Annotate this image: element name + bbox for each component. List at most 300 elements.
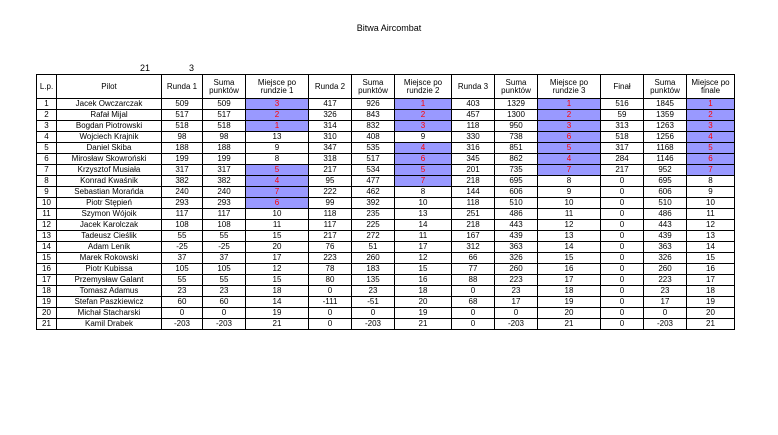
round-1-total: 517 <box>203 110 246 121</box>
round-1-place: 20 <box>246 242 309 253</box>
round-2-place: 14 <box>395 220 452 231</box>
round-2-place: 15 <box>395 264 452 275</box>
round-1-total: 188 <box>203 143 246 154</box>
round-2-total: 462 <box>352 187 395 198</box>
round-1-total: 55 <box>203 275 246 286</box>
round-1-score: -25 <box>162 242 203 253</box>
round-1-score: 518 <box>162 121 203 132</box>
round-3-score: 167 <box>452 231 495 242</box>
round-3-place: 8 <box>538 176 601 187</box>
table-row <box>37 264 735 275</box>
final-place: 13 <box>687 231 735 242</box>
round-2-score: 217 <box>309 165 352 176</box>
round-3-place: 3 <box>538 121 601 132</box>
final-score: 284 <box>601 154 644 165</box>
round-2-score: 95 <box>309 176 352 187</box>
row-number: 13 <box>37 231 57 242</box>
final-place: 6 <box>687 154 735 165</box>
final-score: 0 <box>601 275 644 286</box>
round-2-score: 318 <box>309 154 352 165</box>
col-header-miejsce-3: Miejsce po rundzie 3 <box>538 75 601 99</box>
round-3-score: 0 <box>452 308 495 319</box>
round-1-total: 293 <box>203 198 246 209</box>
round-3-score: 316 <box>452 143 495 154</box>
final-score: 0 <box>601 187 644 198</box>
col-header-miejsce-final: Miejsce po finale <box>687 75 735 99</box>
round-3-place: 20 <box>538 308 601 319</box>
final-score: 0 <box>601 198 644 209</box>
round-1-place: 12 <box>246 264 309 275</box>
pilot-name: Michał Stacharski <box>57 308 162 319</box>
round-2-place: 12 <box>395 253 452 264</box>
final-place: 15 <box>687 253 735 264</box>
round-3-total: 950 <box>495 121 538 132</box>
round-3-score: 77 <box>452 264 495 275</box>
col-header-runda-3: Runda 3 <box>452 75 495 99</box>
final-total: 1146 <box>644 154 687 165</box>
round-3-total: 510 <box>495 198 538 209</box>
pilot-name: Rafał Mijal <box>57 110 162 121</box>
round-3-score: 251 <box>452 209 495 220</box>
final-total: 1845 <box>644 99 687 110</box>
table-row <box>37 143 735 154</box>
final-place: 8 <box>687 176 735 187</box>
row-number: 5 <box>37 143 57 154</box>
round-1-score: 293 <box>162 198 203 209</box>
pilot-name: Adam Lenik <box>57 242 162 253</box>
round-2-score: 223 <box>309 253 352 264</box>
round-2-score: -111 <box>309 297 352 308</box>
col-header-runda-1: Runda 1 <box>162 75 203 99</box>
table-row <box>37 308 735 319</box>
final-total: 326 <box>644 253 687 264</box>
round-3-total: 17 <box>495 297 538 308</box>
round-2-total: 535 <box>352 143 395 154</box>
final-place: 7 <box>687 165 735 176</box>
pilot-name: Piotr Kubissa <box>57 264 162 275</box>
round-2-place: 9 <box>395 132 452 143</box>
row-number: 7 <box>37 165 57 176</box>
col-header-suma-final: Suma punktów <box>644 75 687 99</box>
round-3-place: 15 <box>538 253 601 264</box>
round-3-score: 0 <box>452 319 495 330</box>
final-score: 217 <box>601 165 644 176</box>
round-1-total: 105 <box>203 264 246 275</box>
final-total: 606 <box>644 187 687 198</box>
round-1-place: 9 <box>246 143 309 154</box>
round-1-score: 317 <box>162 165 203 176</box>
round-2-total: 235 <box>352 209 395 220</box>
final-total: 23 <box>644 286 687 297</box>
round-3-place: 5 <box>538 143 601 154</box>
round-1-total: 518 <box>203 121 246 132</box>
final-place: 21 <box>687 319 735 330</box>
round-1-score: 240 <box>162 187 203 198</box>
round-3-score: 218 <box>452 220 495 231</box>
round-2-total: 832 <box>352 121 395 132</box>
round-1-place: 7 <box>246 187 309 198</box>
table-row <box>37 242 735 253</box>
round-1-total: 37 <box>203 253 246 264</box>
round-2-place: 20 <box>395 297 452 308</box>
pilot-name: Wojciech Krajnik <box>57 132 162 143</box>
round-3-place: 1 <box>538 99 601 110</box>
col-header-lp: L.p. <box>37 75 57 99</box>
round-2-score: 347 <box>309 143 352 154</box>
round-3-place: 17 <box>538 275 601 286</box>
final-total: 1263 <box>644 121 687 132</box>
final-score: 0 <box>601 308 644 319</box>
round-2-total: -51 <box>352 297 395 308</box>
pilot-name: Mirosław Skowroński <box>57 154 162 165</box>
col-header-suma-3: Suma punktów <box>495 75 538 99</box>
round-2-total: 272 <box>352 231 395 242</box>
pilot-name: Konrad Kwaśnik <box>57 176 162 187</box>
table-row <box>37 209 735 220</box>
final-score: 0 <box>601 319 644 330</box>
pilot-name: Tomasz Adamus <box>57 286 162 297</box>
pilot-name: Sebastian Morańda <box>57 187 162 198</box>
round-2-total: 23 <box>352 286 395 297</box>
round-2-score: 76 <box>309 242 352 253</box>
round-3-place: 21 <box>538 319 601 330</box>
pilot-name: Daniel Skiba <box>57 143 162 154</box>
final-place: 12 <box>687 220 735 231</box>
row-number: 18 <box>37 286 57 297</box>
round-1-total: 317 <box>203 165 246 176</box>
round-1-score: 517 <box>162 110 203 121</box>
round-3-total: 862 <box>495 154 538 165</box>
round-3-score: 345 <box>452 154 495 165</box>
round-3-total: 735 <box>495 165 538 176</box>
final-total: 486 <box>644 209 687 220</box>
round-1-place: 3 <box>246 99 309 110</box>
final-total: 1359 <box>644 110 687 121</box>
round-2-total: 135 <box>352 275 395 286</box>
round-1-total: 23 <box>203 286 246 297</box>
final-score: 0 <box>601 264 644 275</box>
round-2-total: 0 <box>352 308 395 319</box>
final-place: 17 <box>687 275 735 286</box>
round-1-total: 199 <box>203 154 246 165</box>
round-2-total: 477 <box>352 176 395 187</box>
final-place: 9 <box>687 187 735 198</box>
col-header-suma-2: Suma punktów <box>352 75 395 99</box>
round-1-total: 60 <box>203 297 246 308</box>
final-score: 59 <box>601 110 644 121</box>
round-2-score: 0 <box>309 319 352 330</box>
round-1-score: 382 <box>162 176 203 187</box>
round-3-score: 0 <box>452 286 495 297</box>
pilot-name: Jacek Owczarczak <box>57 99 162 110</box>
round-2-score: 117 <box>309 220 352 231</box>
round-3-total: 695 <box>495 176 538 187</box>
round-2-score: 222 <box>309 187 352 198</box>
round-3-score: 88 <box>452 275 495 286</box>
table-row <box>37 319 735 330</box>
round-1-place: 6 <box>246 198 309 209</box>
round-3-score: 66 <box>452 253 495 264</box>
table-row <box>37 187 735 198</box>
table-row <box>37 132 735 143</box>
round-3-total: 738 <box>495 132 538 143</box>
final-place: 19 <box>687 297 735 308</box>
pilot-name: Krzysztof Musiała <box>57 165 162 176</box>
round-1-total: 117 <box>203 209 246 220</box>
round-3-total: 486 <box>495 209 538 220</box>
table-row <box>37 231 735 242</box>
round-1-score: 23 <box>162 286 203 297</box>
pilot-name: Jacek Karolczak <box>57 220 162 231</box>
round-1-place: 5 <box>246 165 309 176</box>
round-1-score: 108 <box>162 220 203 231</box>
round-3-place: 11 <box>538 209 601 220</box>
round-2-total: 926 <box>352 99 395 110</box>
round-3-total: 443 <box>495 220 538 231</box>
round-1-score: 37 <box>162 253 203 264</box>
row-number: 11 <box>37 209 57 220</box>
final-place: 11 <box>687 209 735 220</box>
round-2-total: 260 <box>352 253 395 264</box>
round-1-total: 509 <box>203 99 246 110</box>
final-total: 443 <box>644 220 687 231</box>
row-number: 1 <box>37 99 57 110</box>
round-1-total: -25 <box>203 242 246 253</box>
round-3-place: 18 <box>538 286 601 297</box>
pilot-name: Stefan Paszkiewicz <box>57 297 162 308</box>
round-3-total: 606 <box>495 187 538 198</box>
pilot-count-label: 21 <box>140 63 151 73</box>
row-number: 10 <box>37 198 57 209</box>
round-1-total: 240 <box>203 187 246 198</box>
round-1-total: 0 <box>203 308 246 319</box>
pilot-name: Przemysław Galant <box>57 275 162 286</box>
round-1-score: 117 <box>162 209 203 220</box>
round-2-total: 517 <box>352 154 395 165</box>
final-score: 0 <box>601 209 644 220</box>
round-1-place: 19 <box>246 308 309 319</box>
round-3-place: 12 <box>538 220 601 231</box>
round-2-total: 534 <box>352 165 395 176</box>
row-number: 15 <box>37 253 57 264</box>
round-2-score: 0 <box>309 308 352 319</box>
table-header-row <box>37 75 735 99</box>
round-1-place: 17 <box>246 253 309 264</box>
col-header-miejsce-1: Miejsce po rundzie 1 <box>246 75 309 99</box>
round-2-score: 0 <box>309 286 352 297</box>
round-1-score: 105 <box>162 264 203 275</box>
round-count-label: 3 <box>189 63 195 73</box>
round-3-total: 851 <box>495 143 538 154</box>
row-number: 19 <box>37 297 57 308</box>
round-3-total: 223 <box>495 275 538 286</box>
final-total: 17 <box>644 297 687 308</box>
round-2-total: 225 <box>352 220 395 231</box>
round-1-total: 108 <box>203 220 246 231</box>
round-1-place: 21 <box>246 319 309 330</box>
round-3-total: 0 <box>495 308 538 319</box>
row-number: 6 <box>37 154 57 165</box>
round-2-place: 13 <box>395 209 452 220</box>
final-total: 952 <box>644 165 687 176</box>
round-2-place: 19 <box>395 308 452 319</box>
round-2-place: 21 <box>395 319 452 330</box>
round-3-total: 260 <box>495 264 538 275</box>
final-place: 5 <box>687 143 735 154</box>
round-1-score: 55 <box>162 231 203 242</box>
round-2-score: 78 <box>309 264 352 275</box>
round-3-score: 403 <box>452 99 495 110</box>
round-2-score: 417 <box>309 99 352 110</box>
round-2-place: 3 <box>395 121 452 132</box>
final-total: 1168 <box>644 143 687 154</box>
final-place: 10 <box>687 198 735 209</box>
table-row <box>37 165 735 176</box>
row-number: 14 <box>37 242 57 253</box>
pilot-name: Piotr Stępień <box>57 198 162 209</box>
round-3-score: 118 <box>452 198 495 209</box>
round-3-place: 9 <box>538 187 601 198</box>
round-3-score: 312 <box>452 242 495 253</box>
round-2-total: 843 <box>352 110 395 121</box>
round-2-score: 99 <box>309 198 352 209</box>
final-total: 510 <box>644 198 687 209</box>
table-row <box>37 286 735 297</box>
col-header-suma-1: Suma punktów <box>203 75 246 99</box>
round-2-place: 1 <box>395 99 452 110</box>
results-table <box>36 74 735 330</box>
round-1-score: 98 <box>162 132 203 143</box>
table-row <box>37 198 735 209</box>
round-2-score: 80 <box>309 275 352 286</box>
round-2-score: 326 <box>309 110 352 121</box>
round-1-score: 0 <box>162 308 203 319</box>
final-place: 4 <box>687 132 735 143</box>
round-3-place: 14 <box>538 242 601 253</box>
round-2-score: 118 <box>309 209 352 220</box>
round-3-place: 4 <box>538 154 601 165</box>
table-row <box>37 176 735 187</box>
round-3-place: 6 <box>538 132 601 143</box>
row-number: 2 <box>37 110 57 121</box>
row-number: 8 <box>37 176 57 187</box>
round-3-total: 326 <box>495 253 538 264</box>
round-3-score: 144 <box>452 187 495 198</box>
round-1-place: 13 <box>246 132 309 143</box>
round-3-total: -203 <box>495 319 538 330</box>
round-2-place: 8 <box>395 187 452 198</box>
table-row <box>37 220 735 231</box>
round-2-total: 51 <box>352 242 395 253</box>
final-score: 0 <box>601 253 644 264</box>
round-1-place: 8 <box>246 154 309 165</box>
row-number: 21 <box>37 319 57 330</box>
round-1-place: 10 <box>246 209 309 220</box>
table-row <box>37 121 735 132</box>
pilot-name: Tadeusz Cieślik <box>57 231 162 242</box>
round-2-place: 11 <box>395 231 452 242</box>
round-2-place: 10 <box>395 198 452 209</box>
round-2-place: 6 <box>395 154 452 165</box>
round-1-place: 15 <box>246 275 309 286</box>
row-number: 16 <box>37 264 57 275</box>
round-1-place: 14 <box>246 297 309 308</box>
final-score: 0 <box>601 242 644 253</box>
round-1-total: 98 <box>203 132 246 143</box>
col-header-pilot: Pilot <box>57 75 162 99</box>
round-3-score: 68 <box>452 297 495 308</box>
final-score: 0 <box>601 176 644 187</box>
table-row <box>37 253 735 264</box>
final-total: 223 <box>644 275 687 286</box>
round-1-total: -203 <box>203 319 246 330</box>
row-number: 12 <box>37 220 57 231</box>
final-place: 16 <box>687 264 735 275</box>
final-total: 1256 <box>644 132 687 143</box>
round-1-score: 199 <box>162 154 203 165</box>
col-header-runda-2: Runda 2 <box>309 75 352 99</box>
round-1-place: 18 <box>246 286 309 297</box>
round-1-score: -203 <box>162 319 203 330</box>
row-number: 3 <box>37 121 57 132</box>
round-3-place: 13 <box>538 231 601 242</box>
row-number: 9 <box>37 187 57 198</box>
final-score: 0 <box>601 286 644 297</box>
round-1-score: 509 <box>162 99 203 110</box>
final-score: 0 <box>601 297 644 308</box>
round-3-score: 218 <box>452 176 495 187</box>
round-3-score: 330 <box>452 132 495 143</box>
round-1-total: 55 <box>203 231 246 242</box>
round-2-place: 18 <box>395 286 452 297</box>
pilot-name: Bogdan Piotrowski <box>57 121 162 132</box>
round-2-total: 183 <box>352 264 395 275</box>
round-1-score: 60 <box>162 297 203 308</box>
round-2-place: 16 <box>395 275 452 286</box>
final-score: 0 <box>601 220 644 231</box>
row-number: 17 <box>37 275 57 286</box>
round-2-place: 5 <box>395 165 452 176</box>
final-total: 695 <box>644 176 687 187</box>
final-place: 18 <box>687 286 735 297</box>
col-header-final: Finał <box>601 75 644 99</box>
round-3-total: 1329 <box>495 99 538 110</box>
round-1-place: 11 <box>246 220 309 231</box>
pilot-name: Marek Rokowski <box>57 253 162 264</box>
round-2-total: 392 <box>352 198 395 209</box>
round-3-place: 7 <box>538 165 601 176</box>
round-2-total: -203 <box>352 319 395 330</box>
round-3-score: 457 <box>452 110 495 121</box>
row-number: 4 <box>37 132 57 143</box>
final-total: 439 <box>644 231 687 242</box>
round-3-total: 363 <box>495 242 538 253</box>
round-2-score: 217 <box>309 231 352 242</box>
table-row <box>37 154 735 165</box>
final-score: 0 <box>601 231 644 242</box>
final-place: 1 <box>687 99 735 110</box>
final-place: 20 <box>687 308 735 319</box>
final-score: 518 <box>601 132 644 143</box>
final-total: 0 <box>644 308 687 319</box>
final-total: -203 <box>644 319 687 330</box>
col-header-miejsce-2: Miejsce po rundzie 2 <box>395 75 452 99</box>
round-3-score: 118 <box>452 121 495 132</box>
round-3-total: 439 <box>495 231 538 242</box>
row-number: 20 <box>37 308 57 319</box>
round-1-total: 382 <box>203 176 246 187</box>
round-2-total: 408 <box>352 132 395 143</box>
